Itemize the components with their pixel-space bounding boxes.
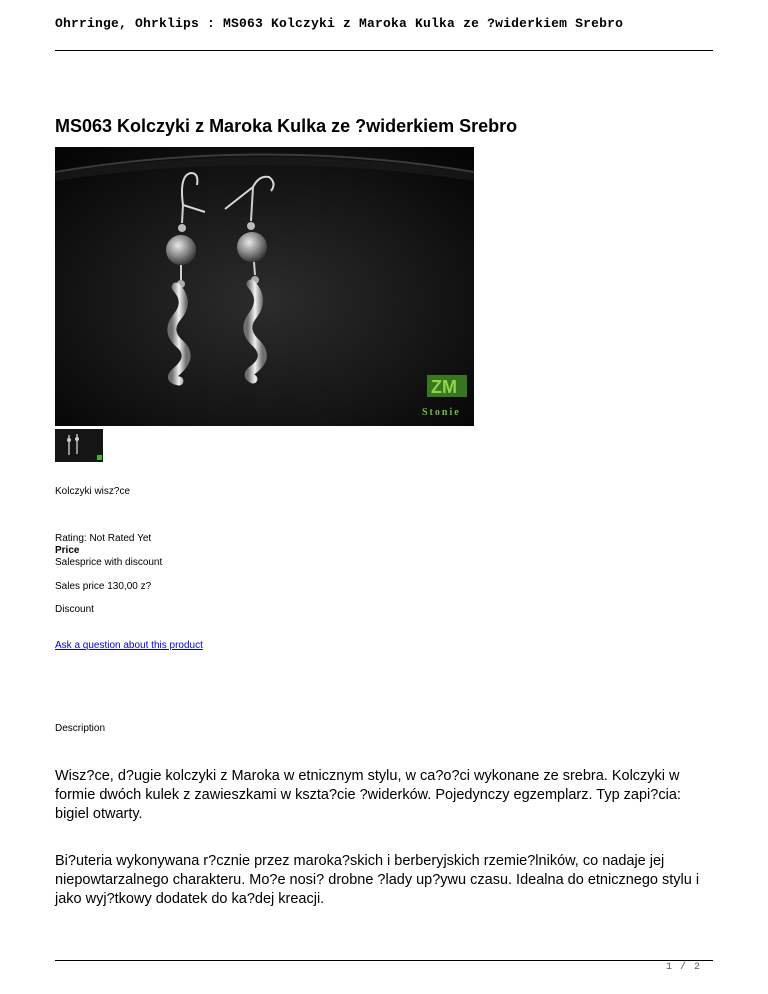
product-category: Kolczyki wisz?ce — [55, 486, 131, 497]
brand-logo — [422, 375, 467, 418]
ask-question-link[interactable]: Ask a question about this product — [55, 640, 203, 651]
svg-text:Stonie: Stonie — [422, 407, 461, 418]
product-image[interactable] — [55, 147, 474, 426]
svg-text:ZM: ZM — [431, 377, 457, 397]
product-thumbnail[interactable] — [55, 429, 103, 462]
header-divider — [55, 50, 713, 51]
description-label: Description — [55, 723, 106, 734]
sales-price: Sales price 130,00 z? — [55, 581, 152, 592]
page-number: 1 / 2 — [666, 962, 702, 973]
product-title: MS063 Kolczyki z Maroka Kulka ze ?widerkiem Srebro — [55, 116, 518, 136]
salesprice-with-discount: Salesprice with discount — [55, 557, 163, 568]
footer-divider — [55, 960, 713, 961]
description-paragraph-1: Wisz?ce, d?ugie kolczyki z Maroka w etnicznym stylu, w ca?o?ci wykonane ze srebra. Kolczyki w formie dwóch kulek z zawieszkami w kszta?cie ?widerków. Pojedynczy egzemplarz. Typ zapi?cia: bigiel otwarty. — [55, 768, 681, 822]
description-paragraph-2: Bi?uteria wykonywana r?cznie przez maroka?skich i berberyjskich rzemie?lników, co nadaje jej niepowtarzalnego charakteru. Mo?e nosi? drobne ?lady up?ywu czasu. Idealna do etnicznego stylu i jako wyj?tkowy dodatek do ka?dej kreacji. — [55, 853, 700, 907]
rating-text: Rating: Not Rated Yet — [55, 533, 152, 544]
page-header: Ohrringe, Ohrklips : MS063 Kolczyki z Maroka Kulka ze ?widerkiem Srebro — [55, 16, 624, 31]
discount-label: Discount — [55, 604, 94, 615]
price-label: Price — [55, 545, 80, 556]
